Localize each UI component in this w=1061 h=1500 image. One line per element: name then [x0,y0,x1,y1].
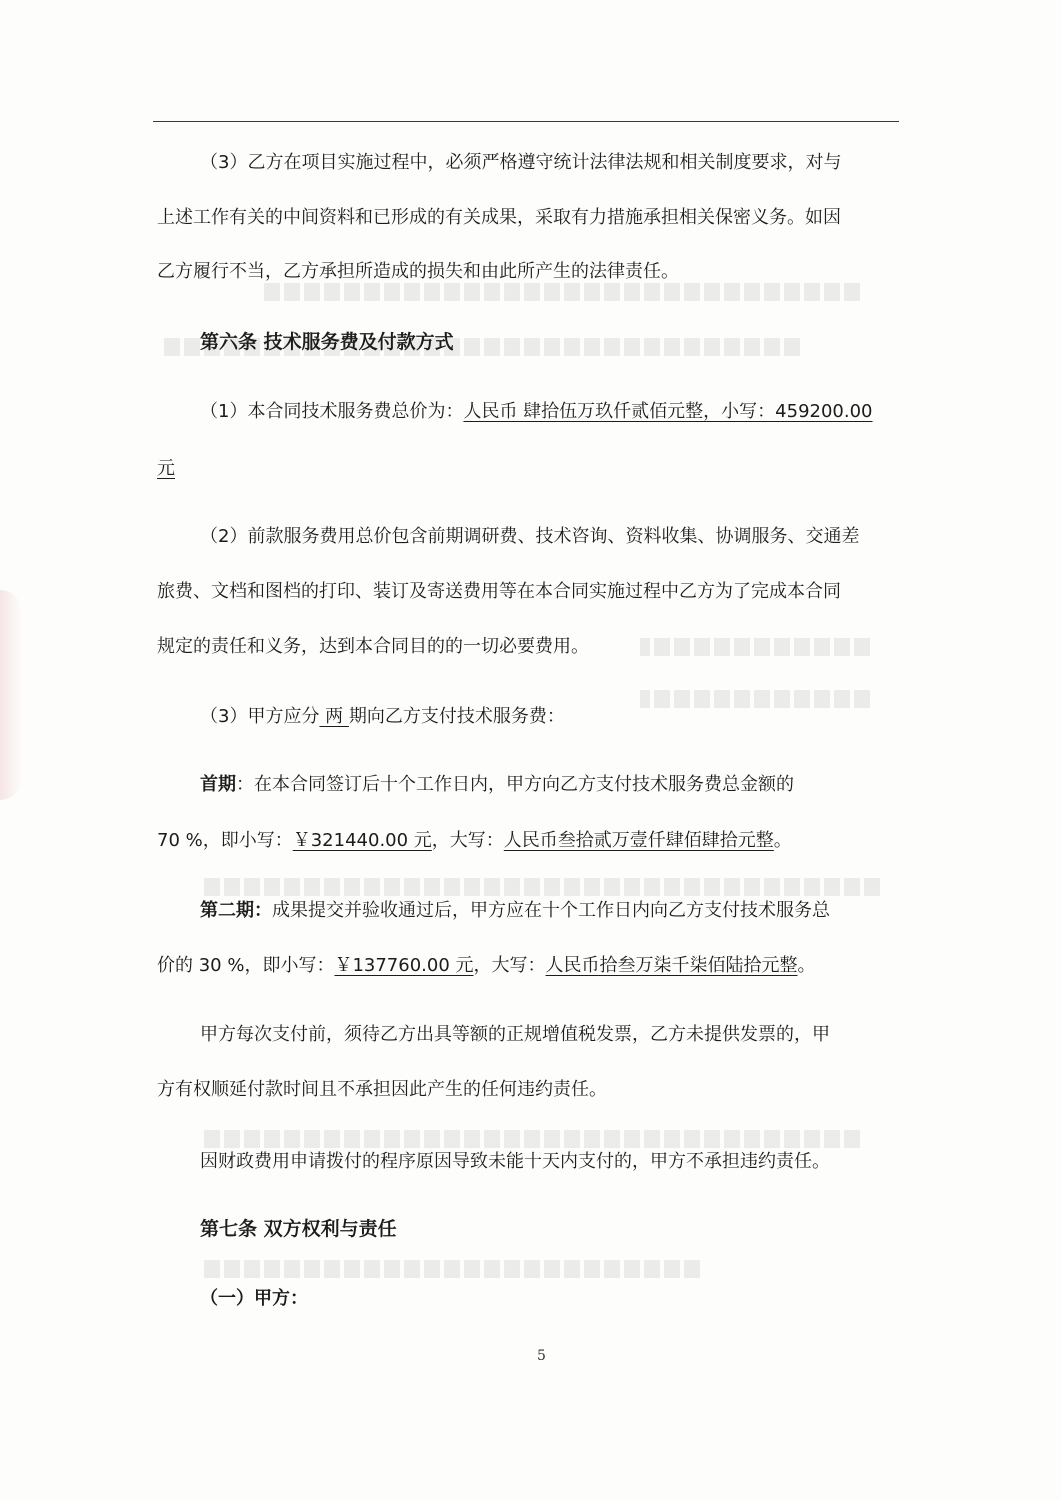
first-installment-label: 首期 [200,774,236,795]
installments-prefix: （3）甲方应分 [200,706,320,727]
first-big-label: ，大写： [431,830,504,851]
clause-7-heading: 第七条 双方权利与责任 [200,1218,397,1240]
paragraph-line: 甲方每次支付前，须待乙方出具等额的正规增值税发票，乙方未提供发票的，甲 [200,1024,830,1045]
installments-suffix: 期向乙方支付技术服务费： [348,706,565,727]
second-installment-line [200,899,830,923]
second-percent-text: 价的 30 %，即小写： [157,955,335,976]
clause-7-party-a: （一）甲方： [200,1288,308,1309]
first-big-amount: 人民币叁拾贰万壹仟肆佰肆拾元整 [503,830,774,851]
paragraph-line: 规定的责任和义务，达到本合同目的的一切必要费用。 [157,636,589,657]
first-installment-text: ：在本合同签订后十个工作日内，甲方向乙方支付技术服务费总金额的 [236,774,794,795]
paragraph-line: 因财政费用申请拨付的程序原因导致未能十天内支付的，甲方不承担违约责任。 [200,1151,830,1172]
bleed-through-line [200,1130,860,1148]
second-big-amount: 人民币拾叁万柒千柒佰陆拾元整 [545,955,798,976]
price-unit: 元 [157,458,175,479]
paragraph-line: 乙方履行不当，乙方承担所造成的损失和由此所产生的法律责任。 [157,261,679,282]
paragraph-line: （2）前款服务费用总价包含前期调研费、技术咨询、资料收集、协调服务、交通差 [200,526,860,547]
paragraph-line: 方有权顺延付款时间且不承担因此产生的任何违约责任。 [157,1079,607,1100]
paragraph-line: 上述工作有关的中间资料和已形成的有关成果，采取有力措施承担相关保密义务。如因 [157,207,841,228]
paragraph-line: 旅费、文档和图档的打印、装订及寄送费用等在本合同实施过程中乙方为了完成本合同 [157,581,841,602]
clause-6-heading: 第六条 技术服务费及付款方式 [200,331,454,353]
first-percent-text: 70 %，即小写： [157,830,293,851]
second-installment-label: 第二期： [200,900,272,921]
second-installment-amounts [157,954,816,978]
paragraph-line: （3）乙方在项目实施过程中，必须严格遵守统计法律法规和相关制度要求，对与 [200,152,842,173]
second-small-amount: ￥137760.00 元 [334,955,474,976]
first-end: 。 [773,830,792,851]
bleed-through-line [640,690,870,708]
price-amount: 人民币 肆拾伍万玖仟贰佰元整，小写：459200.00 [463,401,873,422]
bleed-through-line [640,638,870,656]
stamp-bleed-mark [0,590,22,800]
first-installment-amounts [157,829,792,853]
second-installment-text: 成果提交并验收通过后，甲方应在十个工作日内向乙方支付技术服务总 [272,900,830,921]
price-line [200,400,873,424]
installments-count: 两 [319,706,349,727]
first-small-amount: ￥321440.00 元 [292,830,432,851]
installments-line [200,705,565,729]
page-number: 5 [537,1348,546,1364]
second-big-label: ，大写： [473,955,546,976]
header-rule [153,121,899,122]
second-end: 。 [797,955,816,976]
price-prefix: （1）本合同技术服务费总价为： [200,401,464,422]
bleed-through-line [200,878,880,896]
bleed-through-line [260,283,860,301]
first-installment-line [200,773,794,797]
bleed-through-line [200,1260,700,1278]
